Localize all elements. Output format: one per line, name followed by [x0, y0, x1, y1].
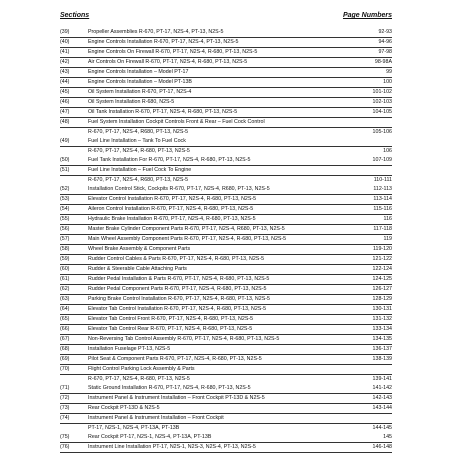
page-range: 113-114 — [373, 196, 392, 202]
toc-entry — [60, 305, 392, 315]
section-title: R-670, PT-17, N2S-4, R-680, PT-13, N2S-5 — [88, 376, 190, 382]
page-range: 130-131 — [372, 306, 392, 312]
toc-entry — [60, 404, 392, 414]
section-title: Installation Control Stick, Cockpits R-670, PT-17, N2S-4, R680, PT-13, N2S-5 — [88, 186, 270, 192]
page-range: 122-124 — [372, 266, 392, 272]
toc-entry — [60, 265, 392, 275]
section-title: Oil System Installation R-680, N2S-5 — [88, 99, 175, 105]
section-number: (60) — [60, 266, 70, 272]
section-title: Master Brake Cylinder Component Parts R-670, PT-17, N2S-4, R680, PT-13, N2S-5 — [88, 226, 285, 232]
section-number: (41) — [60, 49, 70, 55]
toc-entry — [60, 38, 392, 48]
toc-entry — [60, 424, 392, 433]
section-title: Engine Controls On Firewall R-670, PT-17, N2S-4, R-680, PT-13, N2S-5 — [88, 49, 258, 55]
page-range: 102-103 — [372, 99, 392, 105]
toc-entry — [60, 88, 392, 98]
section-title: Instrument Panel & Instrument Installation – Front Cockpit PT-13D & N2S-5 — [88, 395, 265, 401]
toc-entry — [60, 118, 392, 128]
section-title: Rudder Control Cables & Parts R-670, PT-17, N2S-4, R-680, PT-13, N2S-5 — [88, 256, 265, 262]
section-number: (43) — [60, 69, 70, 75]
section-title: Pilot Seat & Component Parts R-670, PT-17, N2S-4, R-680, PT-13, N2S-5 — [88, 356, 262, 362]
page-range: 105-106 — [372, 129, 392, 135]
page-range: 116 — [383, 216, 392, 222]
sections-heading: Sections — [60, 12, 90, 19]
section-title: Propeller Assemblies R-670, PT-17, N2S-4, PT-13, N2S-5 — [88, 29, 224, 35]
toc-entry — [60, 195, 392, 205]
section-number: (75) — [60, 434, 70, 440]
section-number: (69) — [60, 356, 70, 362]
section-title: Rudder Pedal Installation & Parts R-670, PT-17, N2S-4, R-680, PT-13, N2S-5 — [88, 276, 270, 282]
page-range: 94-96 — [378, 39, 392, 45]
toc-entry — [60, 443, 392, 453]
toc-entry — [60, 384, 392, 394]
section-number: (50) — [60, 157, 70, 163]
section-title: Engine Controls Installation – Model PT-17 — [88, 69, 189, 75]
page-range: 98-98A — [374, 59, 392, 65]
section-title: Engine Controls Installation R-670, PT-17, N2S-4, PT-13, N2S-5 — [88, 39, 239, 45]
section-title: Fuel System Installation Cockpit Controls Front & Rear – Fuel Cock Control — [88, 119, 265, 125]
section-number: (74) — [60, 415, 70, 421]
page-range: 133-134 — [372, 326, 392, 332]
toc-entry — [60, 285, 392, 295]
page-range: 104-105 — [372, 109, 392, 115]
toc-entry — [60, 295, 392, 305]
page-header — [60, 12, 392, 22]
section-title: Installation Fuselage PT-13, N2S-5 — [88, 346, 171, 352]
section-title: Static Ground Installation R-670, PT-17, N2S-4, R-680, PT-13, N2S-5 — [88, 385, 251, 391]
section-title: R-670, PT-17, N2S-4, R680, PT-13, N2S-5 — [88, 129, 189, 135]
section-title: R-670, PT-17, N2S-4, R680, PT-13, N2S-5 — [88, 177, 189, 183]
page-range: 92-93 — [378, 29, 392, 35]
section-title: Fuel Line Installation – Tank To Fuel Cock — [88, 138, 186, 144]
page-range: 100 — [383, 79, 392, 85]
toc-entry — [60, 28, 392, 38]
section-number: (65) — [60, 316, 70, 322]
page-range: 119 — [383, 236, 392, 242]
toc-entry — [60, 255, 392, 265]
section-title: Instrument Panel & Instrument Installation – Front Cockpit — [88, 415, 224, 421]
section-title: R-670, PT-17, N2S-4, R-680, PT-13, N2S-5 — [88, 148, 190, 154]
section-number: (48) — [60, 119, 70, 125]
page-range: 119-120 — [372, 246, 392, 252]
page-range: 128-129 — [372, 296, 392, 302]
page-range: 97-98 — [378, 49, 392, 55]
section-title: Flight Control Parking Lock Assembly & Parts — [88, 366, 195, 372]
section-number: (53) — [60, 196, 70, 202]
section-number: (51) — [60, 167, 70, 173]
toc-entry — [60, 156, 392, 166]
section-number: (59) — [60, 256, 70, 262]
section-title: Fuel Line Installation – Fuel Cock To Engine — [88, 167, 192, 173]
page-range: 144-145 — [372, 425, 392, 431]
toc-entry — [60, 98, 392, 108]
toc-entry — [60, 345, 392, 355]
page-range: 106 — [383, 148, 392, 154]
page-range: 124-125 — [372, 276, 392, 282]
toc-entry — [60, 335, 392, 345]
section-number: (68) — [60, 346, 70, 352]
page-range: 136-137 — [372, 346, 392, 352]
section-title: Elevator Tab Control Installation R-670, PT-17, N2S-4, R-680, PT-13, N2S-5 — [88, 306, 267, 312]
toc-entry — [60, 68, 392, 78]
section-number: (73) — [60, 405, 70, 411]
section-number: (58) — [60, 246, 70, 252]
toc-entry — [60, 108, 392, 118]
toc-entry — [60, 235, 392, 245]
page-range: 99 — [386, 69, 392, 75]
page-range: 143-144 — [372, 405, 392, 411]
section-title: Instrument Line Installation PT-17, N2S-1, N2S-3, N2S-4, PT-13, N2S-5 — [88, 444, 256, 450]
page-range: 115-116 — [373, 206, 392, 212]
page-range: 101-102 — [372, 89, 392, 95]
section-title: Aileron Control Installation R-670, PT-17, N2S-4, R-680, PT-13, N2S-5 — [88, 206, 254, 212]
toc-entry — [60, 137, 392, 147]
section-number: (67) — [60, 336, 70, 342]
toc-entry — [60, 315, 392, 325]
toc-entry — [60, 365, 392, 375]
section-number: (66) — [60, 326, 70, 332]
section-number: (70) — [60, 366, 70, 372]
toc-entry — [60, 48, 392, 58]
section-title: Elevator Tab Control Front R-670, PT-17, N2S-4, R-680, PT-13, N2S-5 — [88, 316, 254, 322]
page-range: 141-142 — [372, 385, 392, 391]
section-number: (72) — [60, 395, 70, 401]
page-range: 138-139 — [372, 356, 392, 362]
section-number: (55) — [60, 216, 70, 222]
section-title: Air Controls On Firewall R-670, PT-17, N2S-4, R-680, PT-13, N2S-5 — [88, 59, 248, 65]
section-number: (62) — [60, 286, 70, 292]
toc-entry — [60, 78, 392, 88]
section-number: (63) — [60, 296, 70, 302]
toc-entry — [60, 176, 392, 185]
section-title: Engine Controls Installation – Model PT-13B — [88, 79, 192, 85]
section-title: Hydraulic Brake Installation R-670, PT-17, N2S-4, R-680, PT-13, N2S-5 — [88, 216, 256, 222]
section-title: PT-17, N2S-1, N2S-4, PT-13A, PT-13B — [88, 425, 180, 431]
section-number: (76) — [60, 444, 70, 450]
toc-entry — [60, 128, 392, 137]
toc-entry — [60, 375, 392, 384]
toc-entry — [60, 394, 392, 404]
toc-entry — [60, 215, 392, 225]
page-range: 131-132 — [372, 316, 392, 322]
page-range: 112-113 — [373, 186, 392, 192]
section-number: (39) — [60, 29, 70, 35]
toc-entry — [60, 185, 392, 195]
section-title: Wheel Brake Assembly & Component Parts — [88, 246, 191, 252]
page-range: 126-127 — [372, 286, 392, 292]
section-number: (42) — [60, 59, 70, 65]
section-number: (49) — [60, 138, 70, 144]
toc-entry — [60, 325, 392, 335]
page-range: 107-109 — [372, 157, 392, 163]
section-title: Oil System Installation R-670, PT-17, N2S-4 — [88, 89, 192, 95]
section-title: Main Wheel Assembly Component Parts R-670, PT-17, N2S-4, R-680, PT-13, N2S-5 — [88, 236, 287, 242]
toc-entry — [60, 225, 392, 235]
section-number: (44) — [60, 79, 70, 85]
section-number: (71) — [60, 385, 70, 391]
section-number: (64) — [60, 306, 70, 312]
page-range: 145 — [383, 434, 392, 440]
section-number: (40) — [60, 39, 70, 45]
page-numbers-heading: Page Numbers — [342, 12, 392, 19]
section-number: (57) — [60, 236, 70, 242]
toc-entry — [60, 245, 392, 255]
toc-entry — [60, 205, 392, 215]
page-range: 134-135 — [372, 336, 392, 342]
section-title: Non-Reversing Tab Control Assembly R-670, PT-17, N2S-4, R-680, PT-13, N2S-5 — [88, 336, 280, 342]
page-range: 117-118 — [373, 226, 392, 232]
section-number: (52) — [60, 186, 70, 192]
page-range: 110-111 — [373, 177, 392, 183]
toc-entry — [60, 275, 392, 285]
section-number: (47) — [60, 109, 70, 115]
toc-entry — [60, 355, 392, 365]
section-title: Parking Brake Control Installation R-670, PT-17, N2S-4, R-680, PT-13, N2S-5 — [88, 296, 270, 302]
section-number: (46) — [60, 99, 70, 105]
toc-entry — [60, 147, 392, 156]
page-range: 121-122 — [372, 256, 392, 262]
section-title: Oil Tank Installation R-670, PT-17, N2S-4, R-680, PT-13, N2S-5 — [88, 109, 238, 115]
section-title: Rudder Pedal Component Parts R-670, PT-17, N2S-4, R-680, PT-13, N2S-5 — [88, 286, 267, 292]
section-title: Elevator Tab Control Rear R-670, PT-17, N2S-4, R-680, PT-13, N2S-5 — [88, 326, 253, 332]
page-range: 142-143 — [372, 395, 392, 401]
toc-entry — [60, 58, 392, 68]
table-of-contents — [60, 28, 392, 453]
section-number: (45) — [60, 89, 70, 95]
section-title: Elevator Control Installation R-670, PT-17, N2S-4, R-680, PT-13, N2S-5 — [88, 196, 257, 202]
page-range: 146-148 — [372, 444, 392, 450]
toc-entry — [60, 414, 392, 424]
page-range: 139-141 — [372, 376, 392, 382]
section-number: (61) — [60, 276, 70, 282]
toc-entry — [60, 166, 392, 176]
section-number: (56) — [60, 226, 70, 232]
section-number: (54) — [60, 206, 70, 212]
toc-entry — [60, 433, 392, 443]
section-title: Rear Cockpit PT-17, N2S-1, N2S-4, PT-13A, PT-13B — [88, 434, 212, 440]
section-title: Rudder & Steerable Cable Attaching Parts — [88, 266, 187, 272]
section-title: Rear Cockpit PT-13D & N2S-5 — [88, 405, 160, 411]
section-title: Fuel Tank Installation For R-670, PT-17, N2S-4, R-680, PT-13, N2S-5 — [88, 157, 251, 163]
